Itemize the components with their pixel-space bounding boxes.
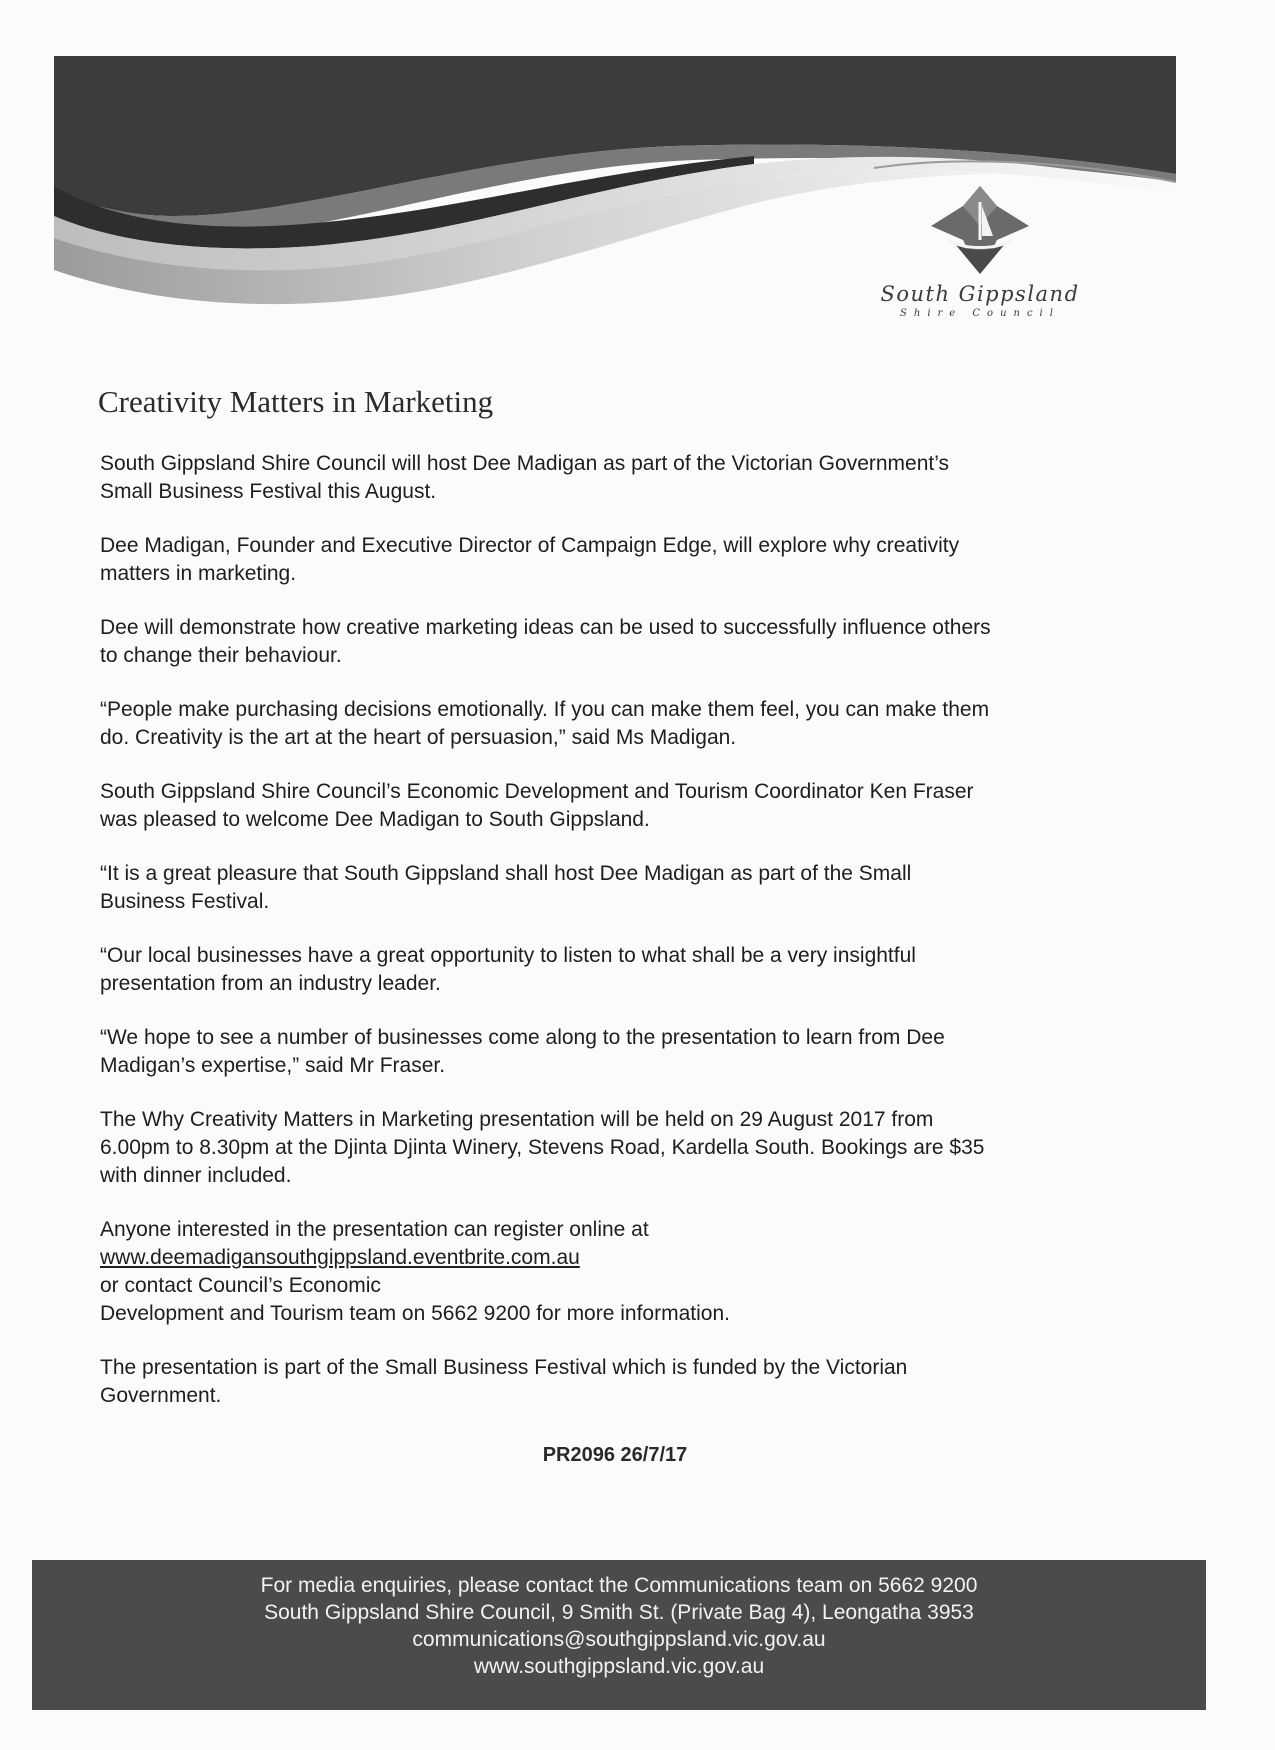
council-logo [860, 182, 1100, 332]
paragraph-line: Development and Tourism team on 5662 9200 for more information. [100, 1302, 730, 1325]
eventbrite-link[interactable]: www.deemadigansouthgippsland.eventbrite.com.au [100, 1246, 580, 1269]
register-paragraph [100, 1216, 1140, 1328]
paragraph-line: presentation from an industry leader. [100, 972, 441, 995]
paragraph [100, 614, 1140, 670]
paragraph-line: “Our local businesses have a great opportunity to listen to what shall be a very insightful [100, 944, 916, 967]
footer-email-link[interactable]: communications@southgippsland.vic.gov.au [412, 1628, 826, 1651]
paragraph-line [100, 1244, 1140, 1300]
paragraph-line: South Gippsland Shire Council’s Economic Development and Tourism Coordinator Ken Fraser [100, 780, 974, 803]
paragraph-line: 6.00pm to 8.30pm at the Djinta Djinta Winery, Stevens Road, Kardella South. Bookings are $35 [100, 1136, 985, 1159]
event-details-paragraph [100, 1106, 1140, 1190]
paragraph-line: to change their behaviour. [100, 644, 342, 667]
paragraph-line: “People make purchasing decisions emotionally. If you can make them feel, you can make them [100, 698, 990, 721]
paragraph-line: Government. [100, 1384, 222, 1407]
logo-subtitle: Shire Council [900, 308, 1060, 319]
article-title: Creativity Matters in Marketing [98, 384, 494, 419]
footer-website-link[interactable]: www.southgippsland.vic.gov.au [473, 1655, 765, 1678]
footer-media-enquiries: For media enquiries, please contact the Communications team on 5662 9200 [260, 1574, 978, 1597]
paragraph-line: do. Creativity is the art at the heart of persuasion,” said Ms Madigan. [100, 726, 737, 749]
paragraph-line-text: or contact Council’s Economic [100, 1274, 381, 1297]
quote-paragraph [100, 1024, 1140, 1080]
paragraph-line: Business Festival. [100, 890, 270, 913]
quote-paragraph [100, 860, 1140, 916]
paragraph-line: with dinner included. [100, 1164, 292, 1187]
paragraph-line: matters in marketing. [100, 562, 297, 585]
press-release-code: PR2096 26/7/17 [542, 1444, 688, 1466]
closing-paragraph [100, 1354, 1140, 1410]
paragraph [100, 450, 1140, 506]
paragraph-line: Dee will demonstrate how creative marketing ideas can be used to successfully influence others [100, 616, 991, 639]
logo-name: South Gippsland [880, 282, 1080, 306]
quote-paragraph [100, 696, 1140, 752]
paragraph-line: Madigan’s expertise,” said Mr Fraser. [100, 1054, 446, 1077]
footer-contact-bar [32, 1560, 1206, 1710]
sailboat-diamond-icon [925, 182, 1035, 278]
quote-paragraph [100, 942, 1140, 998]
paragraph-line: “We hope to see a number of businesses come along to the presentation to learn from Dee [100, 1026, 945, 1049]
footer-address: South Gippsland Shire Council, 9 Smith St. (Private Bag 4), Leongatha 3953 [264, 1601, 974, 1624]
article-body [100, 450, 1140, 1436]
paragraph-line: The presentation is part of the Small Business Festival which is funded by the Victorian [100, 1356, 908, 1379]
paragraph-line: Small Business Festival this August. [100, 480, 437, 503]
paragraph-line: Dee Madigan, Founder and Executive Director of Campaign Edge, will explore why creativity [100, 534, 960, 557]
paragraph [100, 778, 1140, 834]
paragraph-line: The Why Creativity Matters in Marketing presentation will be held on 29 August 2017 from [100, 1108, 934, 1131]
paragraph-line: was pleased to welcome Dee Madigan to South Gippsland. [100, 808, 650, 831]
paragraph-line: Anyone interested in the presentation can register online at [100, 1218, 649, 1241]
paragraph [100, 532, 1140, 588]
paragraph-line: South Gippsland Shire Council will host Dee Madigan as part of the Victorian Government’s [100, 452, 950, 475]
paragraph-line: “It is a great pleasure that South Gippsland shall host Dee Madigan as part of the Small [100, 862, 912, 885]
